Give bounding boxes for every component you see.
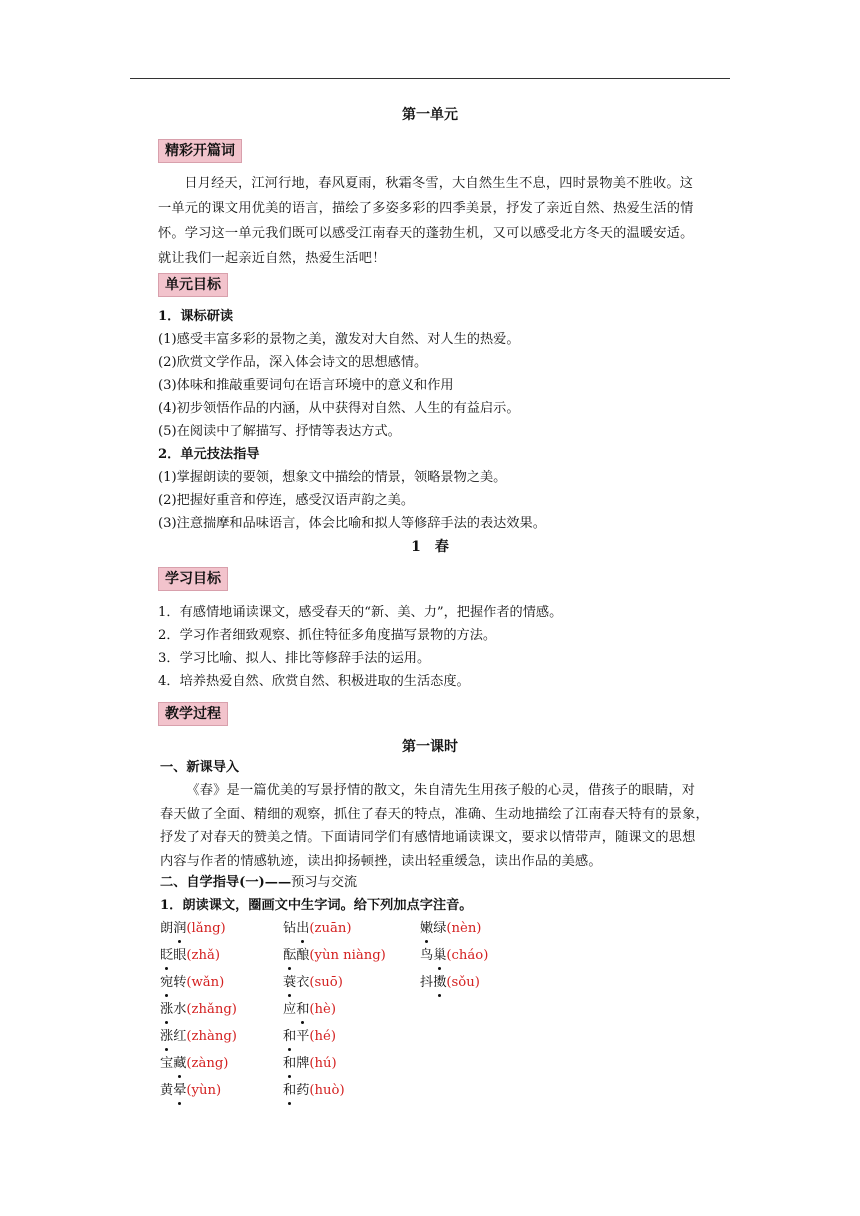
goal2-item: (2)把握好重音和停连，感受汉语声韵之美。 bbox=[158, 493, 415, 508]
section-tag-study-goals: 学习目标 bbox=[158, 567, 228, 591]
word-char: 抖 bbox=[420, 975, 434, 990]
section-tag-goals: 单元目标 bbox=[158, 273, 228, 297]
dotted-char: 酝 bbox=[283, 945, 296, 967]
goal2-item: (3)注意揣摩和品味语言，体会比喻和拟人等修辞手法的表达效果。 bbox=[158, 516, 546, 531]
part1-line: 春天做了全面、精细的观察，抓住了春天的特点，准确、生动地描绘了江南春天特有的景象， bbox=[160, 806, 709, 822]
pinyin-answer: (lǎng) bbox=[186, 921, 226, 936]
dotted-char: 涨 bbox=[160, 1026, 173, 1048]
word-char: 红 bbox=[173, 1029, 187, 1044]
pinyin-answer: (cháo) bbox=[446, 948, 489, 963]
unit-title: 第一单元 bbox=[402, 107, 458, 123]
dotted-char: 和 bbox=[283, 1053, 296, 1075]
part1-line: 抒发了对春天的赞美之情。下面请同学们有感情地诵读课文，要求以情带声，随课文的思想 bbox=[160, 830, 696, 845]
pinyin-answer: (suō) bbox=[309, 975, 343, 990]
intro-line: 一单元的课文用优美的语言，描绘了多姿多彩的四季美景，抒发了亲近自然、热爱生活的情 bbox=[158, 201, 694, 216]
part1-line: 《春》是一篇优美的写景抒情的散文，朱自清先生用孩子般的心灵，借孩子的眼睛，对 bbox=[186, 783, 696, 798]
pinyin-answer: (yùn niàng) bbox=[309, 948, 386, 963]
word-char: 牌 bbox=[296, 1056, 310, 1071]
goal2-item: (1)掌握朗读的要领，想象文中描绘的情景，领略景物之美。 bbox=[158, 470, 507, 485]
dotted-char: 宛 bbox=[160, 972, 173, 994]
word-char: 黄 bbox=[160, 1083, 174, 1098]
word-char: 酿 bbox=[296, 948, 310, 963]
dotted-char: 涨 bbox=[160, 999, 173, 1021]
pinyin-word bbox=[283, 1053, 337, 1075]
part1-heading: 一、新课导入 bbox=[160, 760, 240, 775]
word-char: 药 bbox=[296, 1083, 310, 1098]
word-char: 绿 bbox=[433, 921, 447, 936]
pinyin-word bbox=[420, 918, 481, 940]
pinyin-answer: (zàng) bbox=[186, 1056, 229, 1071]
dotted-char: 和 bbox=[296, 999, 309, 1021]
study-goal-item: 3．学习比喻、拟人、排比等修辞手法的运用。 bbox=[158, 651, 431, 666]
pinyin-word bbox=[160, 972, 224, 994]
pinyin-word bbox=[160, 999, 237, 1021]
part2-task: 1．朗读课文，圈画文中生字词。给下列加点字注音。 bbox=[160, 898, 473, 913]
part2-heading-suffix: 预习与交流 bbox=[291, 875, 358, 890]
pinyin-answer: (zhàng) bbox=[186, 1029, 237, 1044]
intro-line: 就让我们一起亲近自然，热爱生活吧！ bbox=[158, 251, 386, 266]
study-goal-item: 4．培养热爱自然、欣赏自然、积极进取的生活态度。 bbox=[158, 674, 470, 689]
period-title: 第一课时 bbox=[402, 739, 458, 755]
pinyin-word bbox=[283, 1080, 345, 1102]
intro-line: 日月经天，江河行地，春风夏雨，秋霜冬雪，大自然生生不息，四时景物美不胜收。这 bbox=[184, 176, 694, 191]
pinyin-answer: (wǎn) bbox=[186, 975, 225, 990]
word-char: 钻 bbox=[283, 921, 297, 936]
pinyin-answer: (hè) bbox=[309, 1002, 336, 1017]
dotted-char: 擞 bbox=[433, 972, 446, 994]
pinyin-word bbox=[160, 1053, 228, 1075]
pinyin-answer: (huò) bbox=[309, 1083, 345, 1098]
dotted-char: 嫩 bbox=[420, 918, 433, 940]
goal1-item: (3)体味和推敲重要词句在语言环境中的意义和作用 bbox=[158, 378, 454, 393]
pinyin-answer: (hú) bbox=[309, 1056, 337, 1071]
dotted-char: 和 bbox=[283, 1080, 296, 1102]
pinyin-word bbox=[283, 918, 351, 940]
study-goal-item: 1．有感情地诵读课文，感受春天的“新、美、力”，把握作者的情感。 bbox=[158, 605, 563, 620]
pinyin-word bbox=[160, 918, 226, 940]
goal1-item: (1)感受丰富多彩的景物之美，激发对大自然、对人生的热爱。 bbox=[158, 332, 520, 347]
part2-heading-line bbox=[160, 872, 357, 894]
dotted-char: 出 bbox=[296, 918, 309, 940]
word-char: 衣 bbox=[296, 975, 310, 990]
pinyin-word bbox=[420, 972, 480, 994]
word-char: 鸟 bbox=[420, 948, 434, 963]
pinyin-word bbox=[160, 1026, 237, 1048]
dotted-char: 和 bbox=[283, 1026, 296, 1048]
dotted-char: 晕 bbox=[173, 1080, 186, 1102]
goal2-heading: 2．单元技法指导 bbox=[158, 447, 260, 462]
pinyin-answer: (zuān) bbox=[309, 921, 352, 936]
goal1-item: (4)初步领悟作品的内涵，从中获得对自然、人生的有益启示。 bbox=[158, 401, 520, 416]
pinyin-word bbox=[420, 945, 488, 967]
goal1-item: (2)欣赏文学作品，深入体会诗文的思想感情。 bbox=[158, 355, 428, 370]
section-tag-process: 教学过程 bbox=[158, 702, 228, 726]
pinyin-word bbox=[283, 1026, 336, 1048]
dotted-char: 润 bbox=[173, 918, 186, 940]
pinyin-word bbox=[160, 1080, 221, 1102]
dotted-char: 蓑 bbox=[283, 972, 296, 994]
dotted-char: 眨 bbox=[160, 945, 173, 967]
study-goal-item: 2．学习作者细致观察、抓住特征多角度描写景物的方法。 bbox=[158, 628, 497, 643]
pinyin-answer: (nèn) bbox=[446, 921, 482, 936]
pinyin-answer: (zhǎng) bbox=[186, 1002, 237, 1017]
pinyin-answer: (zhǎ) bbox=[186, 948, 220, 963]
word-char: 转 bbox=[173, 975, 187, 990]
lesson-title: 1 春 bbox=[411, 539, 449, 555]
header-rule bbox=[130, 78, 730, 79]
pinyin-word bbox=[160, 945, 220, 967]
dotted-char: 巢 bbox=[433, 945, 446, 967]
word-char: 应 bbox=[283, 1002, 297, 1017]
pinyin-answer: (hé) bbox=[309, 1029, 336, 1044]
intro-line: 怀。学习这一单元我们既可以感受江南春天的蓬勃生机，又可以感受北方冬天的温暖安适。 bbox=[158, 226, 694, 241]
pinyin-word bbox=[283, 945, 386, 967]
pinyin-word bbox=[283, 999, 336, 1021]
part1-line: 内容与作者的情感轨迹，读出抑扬顿挫，读出轻重缓急，读出作品的美感。 bbox=[160, 853, 602, 869]
intro-paragraph bbox=[158, 171, 730, 271]
word-char: 水 bbox=[173, 1002, 187, 1017]
word-char: 宝 bbox=[160, 1056, 174, 1071]
goal1-heading: 1．课标研读 bbox=[158, 309, 234, 324]
pinyin-answer: (sǒu) bbox=[446, 975, 480, 990]
part2-heading: 二、自学指导(一)—— bbox=[160, 875, 292, 890]
section-tag-intro: 精彩开篇词 bbox=[158, 139, 242, 163]
word-char: 平 bbox=[296, 1029, 310, 1044]
goal1-item: (5)在阅读中了解描写、抒情等表达方式。 bbox=[158, 424, 401, 439]
word-char: 眼 bbox=[173, 948, 187, 963]
dotted-char: 藏 bbox=[173, 1053, 186, 1075]
part1-paragraph bbox=[160, 779, 730, 873]
pinyin-word bbox=[283, 972, 343, 994]
word-char: 朗 bbox=[160, 921, 174, 936]
pinyin-answer: (yùn) bbox=[186, 1083, 222, 1098]
